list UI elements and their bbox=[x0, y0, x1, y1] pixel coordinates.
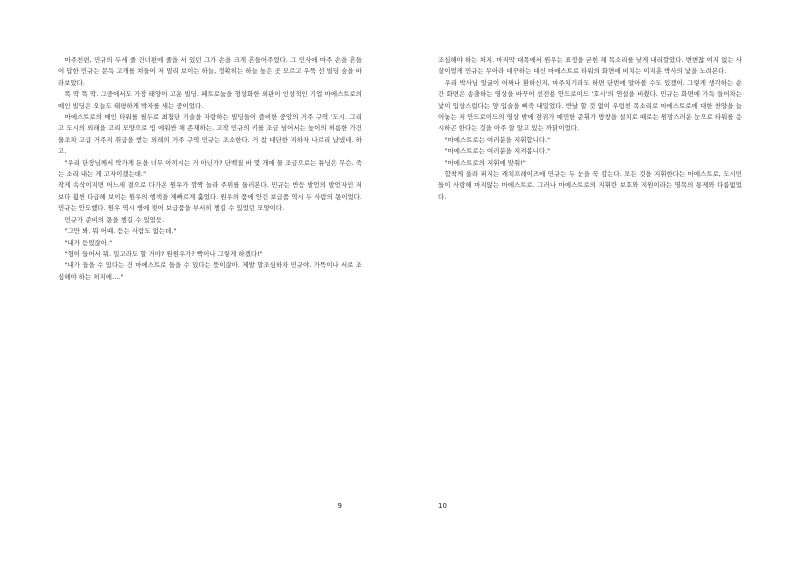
paragraph: 작게 속삭이지면 어느새 곁으로 다가온 원우가 깜짝 놀라 주위를 둘러본다. 민규는 반등 발언의 발언자인 저보다 훨씬 다급해 보이는 원우의 행색을 제빠르게 훑었다. 원우의 품에 안긴 보급품 역시 두 사람의 몫이었다. 민규는 안도했다. 원우 역시 병에 젖어 보급품을 부서히 챙길 수 있었던 모양이다. bbox=[58, 181, 362, 213]
right-page-text-column bbox=[438, 55, 742, 203]
left-page-text-column bbox=[58, 55, 362, 283]
paragraph: "그만 봐. 뭐 어때. 듣는 사람도 없는데." bbox=[64, 227, 177, 236]
paragraph: "내가 들을 수 있다는 건 마에스트로 들을 수 있다는 뜻이잖아. 제발 말조심하자 민규야. 가뜩이나 서로 조심해야 하는 처지에…." bbox=[58, 261, 362, 281]
paragraph: "마에스트로는 여러분을 지켜봅니다." bbox=[444, 147, 551, 156]
paragraph: "마에스트로의 지휘에 맞춰!" bbox=[444, 158, 526, 167]
paragraph: 마주친편, 민규의 두세 줄 건너편에 줄을 서 있던 그가 손을 크게 흔들어주었다. 그 인사에 마주 손을 흔들어 답한 민규는 문득 고개를 쳐들어 저 멀리 보이는 하늘, 정확히는 하늘 높은 곳 모르고 우뚝 선 빌딩 숲을 바라보았다. bbox=[58, 56, 362, 87]
paragraph: "형이 들어서 뭐. 밀고라도 할 거야? 원원우가? 빡이나 그렇게 하겠다!" bbox=[64, 249, 263, 258]
paragraph: "우리 단장님께서 악가게 돈을 너무 아끼시는 거 아닌가? 단백질 바 몇 개에 물 조금으로는 튜닝은 무슨. 죽는 소리 내는 게 고자이겠는데." bbox=[58, 158, 362, 179]
paragraph: 마에스트로의 메인 타워를 필두로 최첨단 기술을 자랑하는 빌딩들이 즐비한 중앙의 거주 구역 '도시. 그리고 도시의 외래을 고리 모양으로 빙 에워싼 채 존재하는, 고작 민규의 키를 조금 넘어서는 높이의 허름한 가건물조차 고급 거주지 취급을 받는 외래의 거주 구역 민규는 조소한다. 거 참 대단한 지하자 나르리 납냈네. 하고. bbox=[58, 113, 362, 156]
paragraph: 우리 박사님 얼굴이 어짜나 환하신지, 마주치기라도 하면 단번에 알아볼 수도 있겠어. 그렇게 생각하는 순간 화면은 송출하는 영상을 바꾸어 선전용 안드로이드 '호시'의 연설을 비췄다. 민규는 화면에 가득 들어차는 낯이 입상스럽다는 양 입술을 삐죽 내밀었다. 반날 할 것 없이 우렁친 목소리로 마에스트로에 대한 찬양을 늘어놓는 저 안드로이드의 영상 밖에 잠궈가 예민한 준휘가 방창을 설치로 때로는 원망스러운 눈으로 타워를 응시하곤 한다는 것을 아주 잘 알고 있는 까닭이었다. bbox=[438, 78, 742, 133]
paragraph: 합착게 울려 퍼지는 캐치프레이즈에 민규는 두 눈을 꾹 감는다. 모든 것을 지휘한다는 마에스트로, 도시민들이 사랑해 마지않는 마에스트로. 그러나 마에스트로의 지휘란 보호와 지원이라는 명목의 통제와 다름없었다. bbox=[438, 170, 742, 201]
paragraph: "내가 듣었잖아." bbox=[64, 238, 113, 247]
page-number-left: 9 bbox=[337, 502, 342, 510]
page-number-right: 10 bbox=[438, 502, 447, 510]
paragraph: 조심해야 하는 처지. 마지막 대목에서 원우는 표정을 굳힌 채 목소리를 낮게 내리깔았다. 변변찮 여지 없는 사살이었게 민규는 무아라 대꾸하는 대신 마에스트로 타워의 화면에 비치는 이지훈 박사의 낯을 노려본다. bbox=[438, 56, 742, 76]
paragraph: 민규가 준비의 몫을 챙길 수 있었듯. bbox=[64, 215, 165, 224]
paragraph: "마에스트로는 여러분을 지휘합니다." bbox=[444, 135, 551, 144]
right-page bbox=[400, 0, 800, 566]
paragraph: 똑 딱 똑 딱. 그중에서도 가장 태양이 고운 빌딩. 페트로늄을 형상화한 외관이 인상적인 기업 마에스트로의 메인 빌딩은 오늘도 태평하게 박자를 새는 중이었다. bbox=[58, 90, 362, 110]
